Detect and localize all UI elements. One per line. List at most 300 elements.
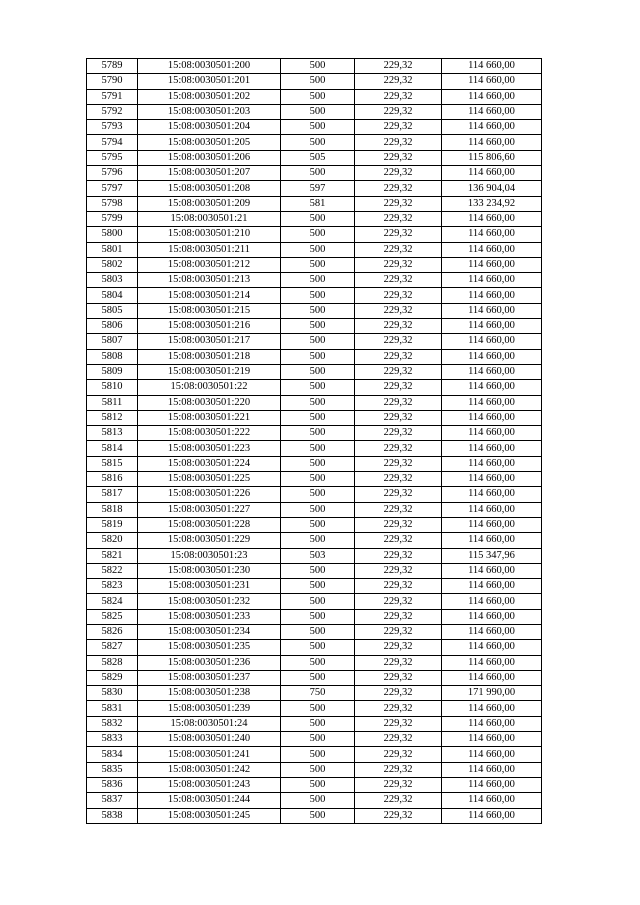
value-cell: 114 660,00 [442, 288, 542, 303]
cadastral-number-cell: 15:08:0030501:225 [138, 472, 281, 487]
row-number-cell: 5804 [87, 288, 138, 303]
table-row [87, 303, 542, 318]
cadastral-number-cell: 15:08:0030501:210 [138, 227, 281, 242]
table-row [87, 135, 542, 150]
rate-cell: 229,32 [355, 135, 442, 150]
area-cell: 500 [281, 395, 355, 410]
table-row [87, 273, 542, 288]
row-number-cell: 5818 [87, 502, 138, 517]
table-row [87, 426, 542, 441]
table-row [87, 150, 542, 165]
value-cell: 114 660,00 [442, 732, 542, 747]
row-number-cell: 5829 [87, 670, 138, 685]
area-cell: 500 [281, 288, 355, 303]
area-cell: 597 [281, 181, 355, 196]
area-cell: 500 [281, 319, 355, 334]
row-number-cell: 5833 [87, 732, 138, 747]
value-cell: 114 660,00 [442, 104, 542, 119]
area-cell: 500 [281, 716, 355, 731]
table-row [87, 334, 542, 349]
cadastral-number-cell: 15:08:0030501:221 [138, 410, 281, 425]
rate-cell: 229,32 [355, 777, 442, 792]
table-row [87, 487, 542, 502]
cadastral-number-cell: 15:08:0030501:207 [138, 166, 281, 181]
value-cell: 114 660,00 [442, 59, 542, 74]
value-cell: 114 660,00 [442, 441, 542, 456]
row-number-cell: 5816 [87, 472, 138, 487]
row-number-cell: 5836 [87, 777, 138, 792]
value-cell: 114 660,00 [442, 410, 542, 425]
cadastral-number-cell: 15:08:0030501:206 [138, 150, 281, 165]
value-cell: 114 660,00 [442, 303, 542, 318]
table-row [87, 120, 542, 135]
value-cell: 114 660,00 [442, 395, 542, 410]
row-number-cell: 5827 [87, 640, 138, 655]
cadastral-number-cell: 15:08:0030501:21 [138, 211, 281, 226]
cadastral-number-cell: 15:08:0030501:23 [138, 548, 281, 563]
area-cell: 500 [281, 120, 355, 135]
rate-cell: 229,32 [355, 808, 442, 823]
area-cell: 500 [281, 426, 355, 441]
rate-cell: 229,32 [355, 410, 442, 425]
row-number-cell: 5835 [87, 762, 138, 777]
rate-cell: 229,32 [355, 502, 442, 517]
cadastral-number-cell: 15:08:0030501:244 [138, 793, 281, 808]
area-cell: 500 [281, 732, 355, 747]
row-number-cell: 5800 [87, 227, 138, 242]
document-table [86, 58, 542, 824]
value-cell: 114 660,00 [442, 89, 542, 104]
rate-cell: 229,32 [355, 716, 442, 731]
table-row [87, 640, 542, 655]
rate-cell: 229,32 [355, 166, 442, 181]
table-row [87, 364, 542, 379]
cadastral-number-cell: 15:08:0030501:218 [138, 349, 281, 364]
area-cell: 500 [281, 487, 355, 502]
cadastral-number-cell: 15:08:0030501:239 [138, 701, 281, 716]
cadastral-number-cell: 15:08:0030501:211 [138, 242, 281, 257]
rate-cell: 229,32 [355, 747, 442, 762]
rate-cell: 229,32 [355, 655, 442, 670]
area-cell: 500 [281, 579, 355, 594]
table-row [87, 732, 542, 747]
value-cell: 114 660,00 [442, 777, 542, 792]
rate-cell: 229,32 [355, 120, 442, 135]
rate-cell: 229,32 [355, 517, 442, 532]
cadastral-number-cell: 15:08:0030501:219 [138, 364, 281, 379]
rate-cell: 229,32 [355, 380, 442, 395]
table-row [87, 242, 542, 257]
area-cell: 500 [281, 380, 355, 395]
row-number-cell: 5819 [87, 517, 138, 532]
rate-cell: 229,32 [355, 563, 442, 578]
rate-cell: 229,32 [355, 579, 442, 594]
cadastral-number-cell: 15:08:0030501:223 [138, 441, 281, 456]
value-cell: 114 660,00 [442, 808, 542, 823]
rate-cell: 229,32 [355, 686, 442, 701]
value-cell: 114 660,00 [442, 563, 542, 578]
rate-cell: 229,32 [355, 701, 442, 716]
cadastral-number-cell: 15:08:0030501:24 [138, 716, 281, 731]
value-cell: 114 660,00 [442, 319, 542, 334]
cadastral-number-cell: 15:08:0030501:231 [138, 579, 281, 594]
rate-cell: 229,32 [355, 242, 442, 257]
row-number-cell: 5834 [87, 747, 138, 762]
area-cell: 500 [281, 211, 355, 226]
cadastral-number-cell: 15:08:0030501:233 [138, 609, 281, 624]
rate-cell: 229,32 [355, 211, 442, 226]
rate-cell: 229,32 [355, 732, 442, 747]
table-row [87, 196, 542, 211]
row-number-cell: 5813 [87, 426, 138, 441]
cadastral-number-cell: 15:08:0030501:216 [138, 319, 281, 334]
value-cell: 114 660,00 [442, 349, 542, 364]
area-cell: 500 [281, 104, 355, 119]
area-cell: 500 [281, 242, 355, 257]
value-cell: 114 660,00 [442, 120, 542, 135]
table-row [87, 349, 542, 364]
area-cell: 500 [281, 793, 355, 808]
area-cell: 500 [281, 762, 355, 777]
table-row [87, 563, 542, 578]
value-cell: 114 660,00 [442, 670, 542, 685]
cadastral-number-cell: 15:08:0030501:215 [138, 303, 281, 318]
rate-cell: 229,32 [355, 426, 442, 441]
row-number-cell: 5814 [87, 441, 138, 456]
value-cell: 114 660,00 [442, 227, 542, 242]
rate-cell: 229,32 [355, 472, 442, 487]
row-number-cell: 5823 [87, 579, 138, 594]
area-cell: 500 [281, 609, 355, 624]
rate-cell: 229,32 [355, 594, 442, 609]
value-cell: 114 660,00 [442, 364, 542, 379]
area-cell: 500 [281, 166, 355, 181]
cadastral-number-cell: 15:08:0030501:228 [138, 517, 281, 532]
rate-cell: 229,32 [355, 624, 442, 639]
area-cell: 500 [281, 59, 355, 74]
area-cell: 500 [281, 89, 355, 104]
cadastral-number-cell: 15:08:0030501:203 [138, 104, 281, 119]
cadastral-number-cell: 15:08:0030501:217 [138, 334, 281, 349]
cadastral-number-cell: 15:08:0030501:235 [138, 640, 281, 655]
rate-cell: 229,32 [355, 456, 442, 471]
rate-cell: 229,32 [355, 257, 442, 272]
table-row [87, 227, 542, 242]
table-row [87, 548, 542, 563]
table-row [87, 777, 542, 792]
rate-cell: 229,32 [355, 303, 442, 318]
table-row [87, 517, 542, 532]
area-cell: 500 [281, 334, 355, 349]
value-cell: 114 660,00 [442, 747, 542, 762]
row-number-cell: 5799 [87, 211, 138, 226]
row-number-cell: 5807 [87, 334, 138, 349]
value-cell: 133 234,92 [442, 196, 542, 211]
cadastral-number-cell: 15:08:0030501:237 [138, 670, 281, 685]
value-cell: 114 660,00 [442, 640, 542, 655]
area-cell: 500 [281, 472, 355, 487]
cadastral-number-cell: 15:08:0030501:213 [138, 273, 281, 288]
row-number-cell: 5791 [87, 89, 138, 104]
rate-cell: 229,32 [355, 548, 442, 563]
rate-cell: 229,32 [355, 288, 442, 303]
row-number-cell: 5815 [87, 456, 138, 471]
table-row [87, 59, 542, 74]
area-cell: 500 [281, 655, 355, 670]
rate-cell: 229,32 [355, 74, 442, 89]
area-cell: 500 [281, 701, 355, 716]
table-row [87, 211, 542, 226]
row-number-cell: 5828 [87, 655, 138, 670]
value-cell: 114 660,00 [442, 456, 542, 471]
row-number-cell: 5825 [87, 609, 138, 624]
rate-cell: 229,32 [355, 441, 442, 456]
table-row [87, 166, 542, 181]
table-row [87, 670, 542, 685]
cadastral-number-cell: 15:08:0030501:209 [138, 196, 281, 211]
value-cell: 136 904,04 [442, 181, 542, 196]
row-number-cell: 5789 [87, 59, 138, 74]
table-row [87, 533, 542, 548]
cadastral-number-cell: 15:08:0030501:227 [138, 502, 281, 517]
row-number-cell: 5832 [87, 716, 138, 731]
rate-cell: 229,32 [355, 487, 442, 502]
cadastral-number-cell: 15:08:0030501:202 [138, 89, 281, 104]
row-number-cell: 5802 [87, 257, 138, 272]
row-number-cell: 5821 [87, 548, 138, 563]
table-row [87, 686, 542, 701]
cadastral-number-cell: 15:08:0030501:241 [138, 747, 281, 762]
value-cell: 114 660,00 [442, 135, 542, 150]
table-row [87, 747, 542, 762]
row-number-cell: 5796 [87, 166, 138, 181]
area-cell: 500 [281, 517, 355, 532]
value-cell: 114 660,00 [442, 502, 542, 517]
cadastral-number-cell: 15:08:0030501:232 [138, 594, 281, 609]
row-number-cell: 5817 [87, 487, 138, 502]
rate-cell: 229,32 [355, 609, 442, 624]
row-number-cell: 5810 [87, 380, 138, 395]
value-cell: 114 660,00 [442, 533, 542, 548]
table-row [87, 456, 542, 471]
rate-cell: 229,32 [355, 670, 442, 685]
area-cell: 500 [281, 533, 355, 548]
table-row [87, 472, 542, 487]
cadastral-number-cell: 15:08:0030501:205 [138, 135, 281, 150]
area-cell: 500 [281, 349, 355, 364]
area-cell: 581 [281, 196, 355, 211]
cadastral-number-cell: 15:08:0030501:226 [138, 487, 281, 502]
value-cell: 171 990,00 [442, 686, 542, 701]
value-cell: 114 660,00 [442, 609, 542, 624]
row-number-cell: 5822 [87, 563, 138, 578]
cadastral-number-cell: 15:08:0030501:236 [138, 655, 281, 670]
cadastral-number-cell: 15:08:0030501:242 [138, 762, 281, 777]
rate-cell: 229,32 [355, 334, 442, 349]
table-row [87, 181, 542, 196]
table-row [87, 624, 542, 639]
row-number-cell: 5824 [87, 594, 138, 609]
area-cell: 503 [281, 548, 355, 563]
rate-cell: 229,32 [355, 273, 442, 288]
rate-cell: 229,32 [355, 395, 442, 410]
area-cell: 500 [281, 456, 355, 471]
value-cell: 115 347,96 [442, 548, 542, 563]
row-number-cell: 5795 [87, 150, 138, 165]
area-cell: 500 [281, 563, 355, 578]
cadastral-number-cell: 15:08:0030501:240 [138, 732, 281, 747]
row-number-cell: 5805 [87, 303, 138, 318]
table-row [87, 716, 542, 731]
table-row [87, 319, 542, 334]
row-number-cell: 5806 [87, 319, 138, 334]
cadastral-number-cell: 15:08:0030501:212 [138, 257, 281, 272]
table-body [87, 59, 542, 824]
value-cell: 114 660,00 [442, 74, 542, 89]
table-row [87, 89, 542, 104]
cadastral-number-cell: 15:08:0030501:201 [138, 74, 281, 89]
value-cell: 114 660,00 [442, 257, 542, 272]
table-row [87, 288, 542, 303]
rate-cell: 229,32 [355, 196, 442, 211]
rate-cell: 229,32 [355, 181, 442, 196]
value-cell: 114 660,00 [442, 380, 542, 395]
rate-cell: 229,32 [355, 227, 442, 242]
area-cell: 500 [281, 747, 355, 762]
table-row [87, 380, 542, 395]
area-cell: 500 [281, 74, 355, 89]
table-row [87, 395, 542, 410]
cadastral-number-cell: 15:08:0030501:204 [138, 120, 281, 135]
value-cell: 114 660,00 [442, 716, 542, 731]
area-cell: 500 [281, 441, 355, 456]
cadastral-number-cell: 15:08:0030501:234 [138, 624, 281, 639]
table-row [87, 701, 542, 716]
cadastral-number-cell: 15:08:0030501:200 [138, 59, 281, 74]
value-cell: 114 660,00 [442, 242, 542, 257]
value-cell: 114 660,00 [442, 166, 542, 181]
row-number-cell: 5808 [87, 349, 138, 364]
rate-cell: 229,32 [355, 793, 442, 808]
table-row [87, 793, 542, 808]
value-cell: 114 660,00 [442, 273, 542, 288]
rate-cell: 229,32 [355, 533, 442, 548]
cadastral-number-cell: 15:08:0030501:245 [138, 808, 281, 823]
cadastral-number-cell: 15:08:0030501:222 [138, 426, 281, 441]
area-cell: 750 [281, 686, 355, 701]
cadastral-number-cell: 15:08:0030501:220 [138, 395, 281, 410]
value-cell: 114 660,00 [442, 655, 542, 670]
table-row [87, 74, 542, 89]
rate-cell: 229,32 [355, 104, 442, 119]
area-cell: 500 [281, 273, 355, 288]
row-number-cell: 5826 [87, 624, 138, 639]
cadastral-number-cell: 15:08:0030501:22 [138, 380, 281, 395]
rate-cell: 229,32 [355, 349, 442, 364]
rate-cell: 229,32 [355, 640, 442, 655]
table-row [87, 594, 542, 609]
row-number-cell: 5790 [87, 74, 138, 89]
area-cell: 500 [281, 624, 355, 639]
row-number-cell: 5803 [87, 273, 138, 288]
cadastral-number-cell: 15:08:0030501:243 [138, 777, 281, 792]
value-cell: 114 660,00 [442, 579, 542, 594]
cadastral-number-cell: 15:08:0030501:208 [138, 181, 281, 196]
value-cell: 114 660,00 [442, 701, 542, 716]
table-row [87, 579, 542, 594]
rate-cell: 229,32 [355, 59, 442, 74]
area-cell: 500 [281, 502, 355, 517]
value-cell: 114 660,00 [442, 334, 542, 349]
table-row [87, 441, 542, 456]
row-number-cell: 5831 [87, 701, 138, 716]
table-row [87, 655, 542, 670]
value-cell: 114 660,00 [442, 594, 542, 609]
value-cell: 114 660,00 [442, 211, 542, 226]
value-cell: 114 660,00 [442, 793, 542, 808]
row-number-cell: 5809 [87, 364, 138, 379]
table-row [87, 257, 542, 272]
area-cell: 505 [281, 150, 355, 165]
row-number-cell: 5801 [87, 242, 138, 257]
area-cell: 500 [281, 670, 355, 685]
cadastral-number-cell: 15:08:0030501:230 [138, 563, 281, 578]
area-cell: 500 [281, 257, 355, 272]
cadastral-number-cell: 15:08:0030501:238 [138, 686, 281, 701]
area-cell: 500 [281, 410, 355, 425]
row-number-cell: 5830 [87, 686, 138, 701]
area-cell: 500 [281, 364, 355, 379]
cadastral-number-cell: 15:08:0030501:224 [138, 456, 281, 471]
row-number-cell: 5798 [87, 196, 138, 211]
area-cell: 500 [281, 135, 355, 150]
cadastral-number-cell: 15:08:0030501:214 [138, 288, 281, 303]
table-row [87, 762, 542, 777]
row-number-cell: 5812 [87, 410, 138, 425]
table-row [87, 609, 542, 624]
area-cell: 500 [281, 808, 355, 823]
area-cell: 500 [281, 777, 355, 792]
value-cell: 114 660,00 [442, 517, 542, 532]
row-number-cell: 5794 [87, 135, 138, 150]
rate-cell: 229,32 [355, 364, 442, 379]
area-cell: 500 [281, 227, 355, 242]
row-number-cell: 5820 [87, 533, 138, 548]
value-cell: 114 660,00 [442, 472, 542, 487]
rate-cell: 229,32 [355, 319, 442, 334]
area-cell: 500 [281, 594, 355, 609]
row-number-cell: 5837 [87, 793, 138, 808]
area-cell: 500 [281, 303, 355, 318]
row-number-cell: 5811 [87, 395, 138, 410]
rate-cell: 229,32 [355, 89, 442, 104]
value-cell: 115 806,60 [442, 150, 542, 165]
row-number-cell: 5792 [87, 104, 138, 119]
area-cell: 500 [281, 640, 355, 655]
table-row [87, 104, 542, 119]
row-number-cell: 5793 [87, 120, 138, 135]
value-cell: 114 660,00 [442, 426, 542, 441]
value-cell: 114 660,00 [442, 624, 542, 639]
value-cell: 114 660,00 [442, 487, 542, 502]
table-row [87, 502, 542, 517]
cadastral-number-cell: 15:08:0030501:229 [138, 533, 281, 548]
rate-cell: 229,32 [355, 762, 442, 777]
rate-cell: 229,32 [355, 150, 442, 165]
value-cell: 114 660,00 [442, 762, 542, 777]
table-row [87, 808, 542, 823]
row-number-cell: 5797 [87, 181, 138, 196]
